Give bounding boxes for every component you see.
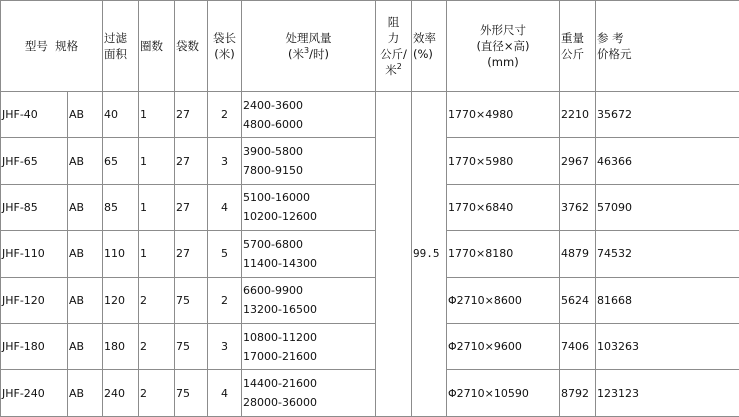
rings-cell: 1	[139, 91, 175, 137]
bags-cell: 75	[175, 277, 208, 323]
model-cell: JHF-110	[1, 231, 68, 277]
header-airflow: 处理风量 (米$^3$/时)	[242, 1, 376, 92]
length-cell: 3	[208, 324, 242, 370]
rings-cell: 2	[139, 324, 175, 370]
rings-cell: 1	[139, 231, 175, 277]
dimension-cell: 1770×6840	[447, 184, 560, 230]
airflow-cell: 10800-11200 17000-21600	[242, 324, 376, 370]
header-bag-length: 袋长 (米)	[208, 1, 242, 92]
airflow-cell: 2400-3600 4800-6000	[242, 91, 376, 137]
rings-cell: 1	[139, 184, 175, 230]
weight-cell: 2967	[560, 138, 596, 184]
spec-cell: AB	[68, 138, 103, 184]
table-row	[1, 370, 739, 417]
model-cell: JHF-40	[1, 91, 68, 137]
spec-cell: AB	[68, 231, 103, 277]
area-cell: 85	[103, 184, 139, 230]
rings-cell: 1	[139, 138, 175, 184]
header-rings: 圈数	[139, 1, 175, 92]
bags-cell: 27	[175, 231, 208, 277]
model-cell: JHF-180	[1, 324, 68, 370]
dimension-cell: 1770×8180	[447, 231, 560, 277]
table-row	[1, 277, 739, 323]
bags-cell: 27	[175, 138, 208, 184]
bags-cell: 75	[175, 324, 208, 370]
bags-cell: 27	[175, 184, 208, 230]
price-cell: 123123	[596, 370, 739, 417]
header-row	[1, 1, 739, 92]
header-resistance: 阻 力 公斤/ 米$^2$	[376, 1, 412, 92]
resistance-cell	[376, 91, 412, 416]
area-cell: 40	[103, 91, 139, 137]
airflow-cell: 14400-21600 28000-36000	[242, 370, 376, 417]
weight-cell: 2210	[560, 91, 596, 137]
length-cell: 2	[208, 91, 242, 137]
spec-cell: AB	[68, 324, 103, 370]
rings-cell: 2	[139, 370, 175, 417]
airflow-cell: 3900-5800 7800-9150	[242, 138, 376, 184]
header-weight: 重量 公斤	[560, 1, 596, 92]
efficiency-cell: 99.5	[412, 91, 447, 416]
table-row	[1, 184, 739, 230]
dimension-cell: 1770×4980	[447, 91, 560, 137]
weight-cell: 8792	[560, 370, 596, 417]
dimension-cell: Φ2710×8600	[447, 277, 560, 323]
spec-cell: AB	[68, 370, 103, 417]
price-cell: 81668	[596, 277, 739, 323]
bags-cell: 27	[175, 91, 208, 137]
model-cell: JHF-65	[1, 138, 68, 184]
price-cell: 103263	[596, 324, 739, 370]
dimension-cell: Φ2710×10590	[447, 370, 560, 417]
weight-cell: 5624	[560, 277, 596, 323]
header-price: 参 考 价格元	[596, 1, 739, 92]
area-cell: 110	[103, 231, 139, 277]
header-dimensions: 外形尺寸 (直径×高) (mm)	[447, 1, 560, 92]
table-row	[1, 324, 739, 370]
header-bags: 袋数	[175, 1, 208, 92]
model-cell: JHF-85	[1, 184, 68, 230]
model-cell: JHF-120	[1, 277, 68, 323]
area-cell: 65	[103, 138, 139, 184]
table-row	[1, 231, 739, 277]
length-cell: 4	[208, 184, 242, 230]
weight-cell: 7406	[560, 324, 596, 370]
dimension-cell: Φ2710×9600	[447, 324, 560, 370]
table-row	[1, 91, 739, 137]
length-cell: 2	[208, 277, 242, 323]
header-model: 型号	[24, 38, 48, 53]
airflow-cell: 5100-16000 10200-12600	[242, 184, 376, 230]
bags-cell: 75	[175, 370, 208, 417]
weight-cell: 4879	[560, 231, 596, 277]
length-cell: 5	[208, 231, 242, 277]
airflow-cell: 6600-9900 13200-16500	[242, 277, 376, 323]
spec-cell: AB	[68, 91, 103, 137]
price-cell: 35672	[596, 91, 739, 137]
price-cell: 74532	[596, 231, 739, 277]
price-cell: 57090	[596, 184, 739, 230]
table-row	[1, 138, 739, 184]
area-cell: 180	[103, 324, 139, 370]
airflow-cell: 5700-6800 11400-14300	[242, 231, 376, 277]
price-cell: 46366	[596, 138, 739, 184]
rings-cell: 2	[139, 277, 175, 323]
header-model-spec	[1, 1, 103, 92]
length-cell: 4	[208, 370, 242, 417]
length-cell: 3	[208, 138, 242, 184]
header-filter-area: 过滤 面积	[103, 1, 139, 92]
header-spec: 规格	[55, 38, 79, 53]
dimension-cell: 1770×5980	[447, 138, 560, 184]
model-cell: JHF-240	[1, 370, 68, 417]
spec-cell: AB	[68, 277, 103, 323]
spec-cell: AB	[68, 184, 103, 230]
area-cell: 120	[103, 277, 139, 323]
area-cell: 240	[103, 370, 139, 417]
weight-cell: 3762	[560, 184, 596, 230]
header-efficiency: 效率 (%)	[412, 1, 447, 92]
